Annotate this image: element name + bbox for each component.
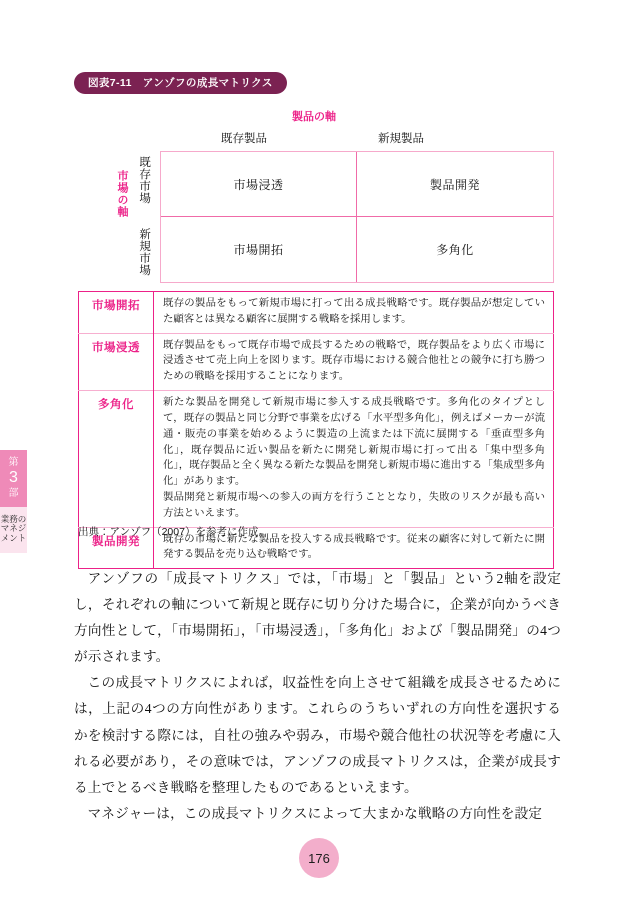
matrix-cell-market-development: 市場開拓 <box>161 217 357 282</box>
part-side-tab <box>0 450 27 553</box>
table-row <box>79 391 554 528</box>
strategy-description-market-development: 既存の製品をもって新規市場に打って出る成長戦略です。既存製品が想定していた顧客とは異なる顧客に展開する戦略を採用します。 <box>163 298 545 325</box>
body-paragraph-3: マネジャーは，この成長マトリクスによって大まかな戦略の方向性を設定 <box>87 805 543 821</box>
strategy-description-diversification: 新たな製品を開発して新規市場に参入する成長戦略です。多角化のタイプとして，既存の製品と同じ分野で事業を広げる「水平型多角化」，例えばメーカーが流通・販売の事業を始めるように製造の上流または下流に展開する「垂直型多角化」，既存製品に近い製品を新たに開発し新規市場に打って出る「集中型多角化」，既存製品と全く異なる新たな製品を開発し新規市場に進出する「集成型多角化」があります。 製品開発と新規市場への参入の両方を行うこととなり，失敗のリスクが最も高い方法といえます。 <box>163 397 545 519</box>
matrix-cell-diversification: 多角化 <box>436 243 474 257</box>
part-label-suffix: 部 <box>8 488 19 500</box>
page-number: 176 <box>299 838 339 878</box>
matrix-cell-market-penetration: 市場浸透 <box>161 152 357 217</box>
matrix-cell-product-development: 製品開発 <box>357 152 553 217</box>
strategy-term-product-development: 製品開発 <box>79 527 154 569</box>
body-paragraph-2: この成長マトリクスによれば，収益性を向上させて組織を成長させるためには，上記の4つの方向性があります。これらのうちいずれの方向性を選択するかを検討する際には，自社の強みや弱み，市場や競合他社の状況等を考慮に入れる必要があり，その意味では，アンゾフの成長マトリクスは，企業が成長する上でとるべき戦略を整理したものであるといえます。 <box>74 675 561 795</box>
product-axis-label: 製品の軸 <box>292 111 336 123</box>
part-label-number: 3 <box>9 469 18 487</box>
part-side-tab-title: 業務のマネジメント <box>0 507 27 553</box>
body-paragraph-1: アンゾフの「成長マトリクス」では，「市場」と「製品」という2軸を設定し，それぞれの軸について新規と既存に切り分けた場合に，企業が向かうべき方向性として，「市場開拓」，「市場浸透」，「多角化」および「製品開発」の4つが示されます。 <box>74 571 561 665</box>
matrix-row-header-existing-market: 既存市場 <box>138 156 151 204</box>
table-row <box>79 333 554 390</box>
figure-title-badge: 図表7-11 アンゾフの成長マトリクス <box>74 72 287 94</box>
matrix-row-header-new-market: 新規市場 <box>138 228 151 276</box>
market-axis-label: 市場の軸 <box>116 170 128 218</box>
part-label-kanji: 第 <box>8 457 19 468</box>
matrix-grid <box>160 151 554 283</box>
table-row <box>79 292 554 334</box>
strategy-term-market-development: 市場開拓 <box>79 292 154 334</box>
matrix-column-header-new-product: 新規製品 <box>378 133 424 145</box>
body-copy <box>74 566 561 827</box>
strategy-description-product-development: 既存の市場に新たな製品を投入する成長戦略です。従来の顧客に対して新たに開発する製品を売り込む戦略です。 <box>163 533 545 561</box>
figure-source-note: 出典：アンゾフ（2007）を参考に作成。 <box>78 526 269 538</box>
matrix-column-header-existing-product: 既存製品 <box>221 133 267 145</box>
growth-matrix-figure <box>74 108 554 283</box>
part-side-tab-number <box>0 450 27 507</box>
strategy-description-market-penetration: 既存製品をもって既存市場で成長するための戦略で，既存製品をより広く市場に浸透させて売上向上を図ります。既存市場における競合他社との競争に打ち勝つための戦略を採用することになります。 <box>163 339 545 383</box>
strategy-term-market-penetration: 市場浸透 <box>79 333 154 390</box>
strategy-term-diversification: 多角化 <box>79 391 154 528</box>
